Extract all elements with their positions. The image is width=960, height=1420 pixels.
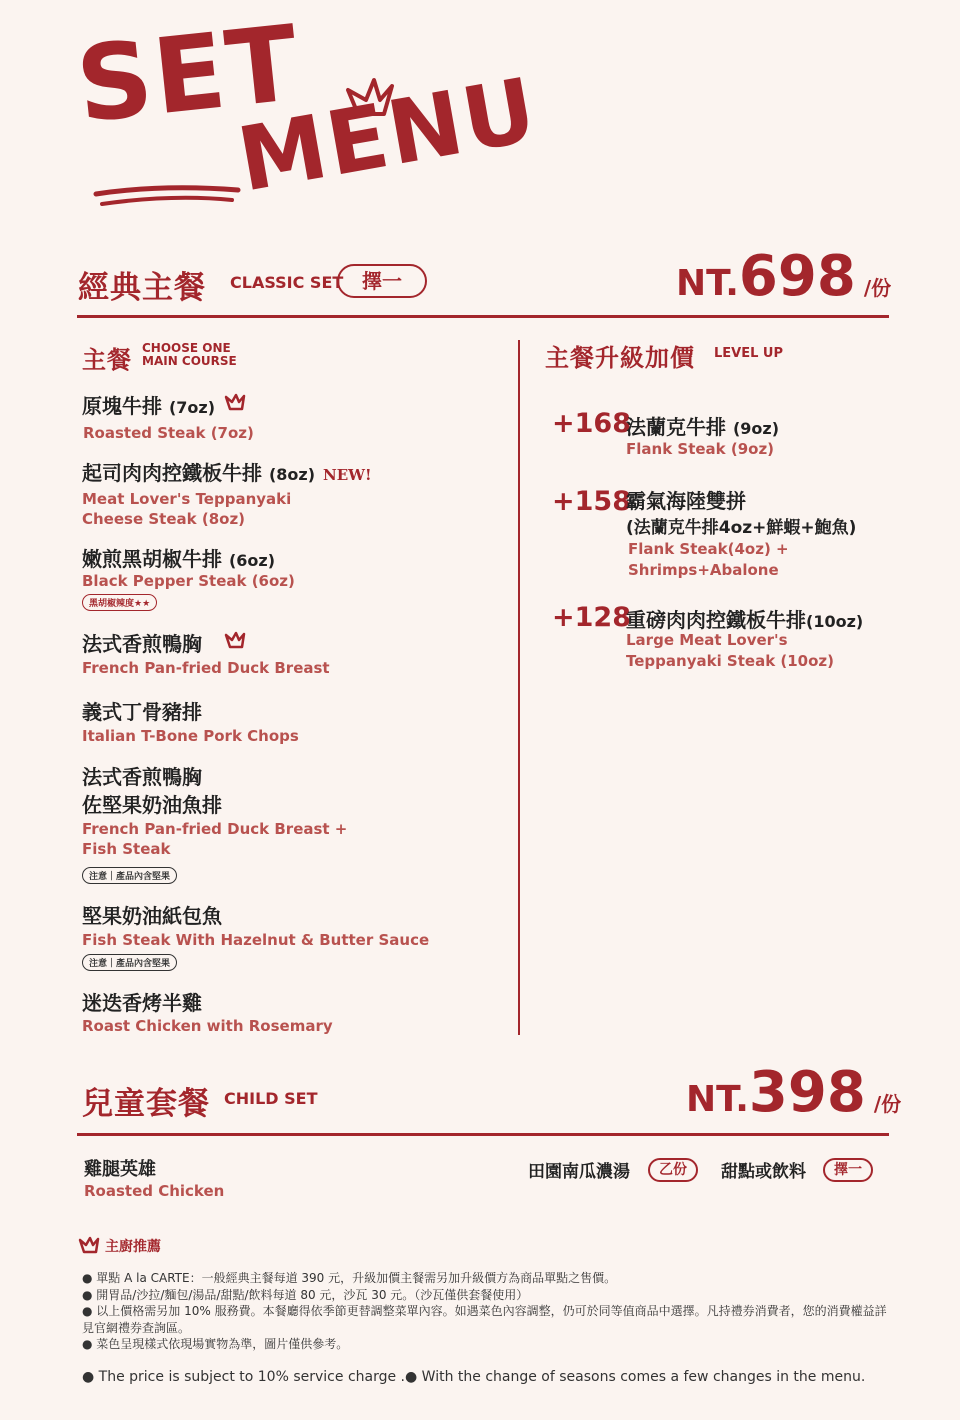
classic-price [676,244,891,309]
main-item-2-zh [82,543,275,572]
child-dessert-tag: 擇一 [823,1158,873,1182]
levelup-2-oz: (10oz) [806,612,864,631]
main-item-5-en-line1: French Pan-fried Duck Breast + [82,820,348,838]
levelup-2-zh [626,604,863,633]
main-item-1-name: 起司肉肉控鐵板牛排 [82,461,262,485]
child-soup: 田園南瓜濃湯 [528,1162,630,1182]
levelup-title-zh: 主餐升級加價 [545,344,695,372]
chef-recommend-label: 主廚推薦 [105,1239,161,1255]
levelup-1-name: 霸氣海陸雙拼 [626,489,746,513]
child-price [686,1060,901,1125]
levelup-0-zh [626,411,779,440]
child-price-prefix: NT. [686,1079,749,1120]
main-item-2-oz: (6oz) [228,551,276,570]
levelup-2-en [626,630,834,672]
levelup-0-price: +168 [552,408,631,439]
crown-icon [224,631,246,649]
child-item-zh: 雞腿英雄 [84,1159,156,1180]
note-0: ● 單點 A la CARTE：一般經典主餐每道 390 元，升級加價主餐需另加升級價方為商品單點之售價。 [82,1271,617,1285]
classic-price-prefix: NT. [676,263,739,304]
levelup-1-en-line2: Shrimps+Abalone [628,561,779,579]
main-item-0-oz: (7oz) [168,398,216,417]
levelup-2-en-line1: Large Meat Lover's [626,631,788,649]
main-item-6-zh: 堅果奶油紙包魚 [82,904,222,928]
main-item-6-en: Fish Steak With Hazelnut & Butter Sauce [82,931,430,949]
main-item-1-oz: (8oz) [268,465,316,484]
levelup-1-detail: (法蘭克牛排4oz+鮮蝦+鮑魚) [626,518,857,538]
levelup-2-price: +128 [552,602,631,633]
main-item-4-zh: 義式丁骨豬排 [82,700,202,724]
main-title-en-2: MAIN COURSE [142,354,237,368]
crown-icon [224,393,246,411]
footnote-english: ● The price is subject to 10% service charge .● With the change of seasons comes a few changes in the menu. [82,1369,866,1385]
levelup-2-en-line2: Teppanyaki Steak (10oz) [626,652,835,670]
main-item-0-en-name: Roasted Steak [83,424,206,442]
nut-warning-tag: 注意｜產品內含堅果 [82,867,177,884]
main-item-5-en-line2: Fish Steak [82,840,171,858]
main-item-3-zh: 法式香煎鴨胸 [82,632,202,656]
new-badge: NEW! [323,466,372,484]
classic-price-value: 698 [738,244,856,309]
main-item-1-en-line2 [82,509,291,529]
main-item-1-zh [82,457,372,486]
levelup-1-en-line1: Flank Steak(4oz) + [628,540,789,558]
main-item-5-zh-line1: 法式香煎鴨胸 [82,765,202,789]
main-item-7-en: Roast Chicken with Rosemary [82,1017,333,1035]
classic-title-zh: 經典主餐 [78,270,206,306]
note-3: ● 菜色呈現樣式依現場實物為準，圖片僅供參考。 [82,1337,349,1351]
main-title-en-1: CHOOSE ONE [142,341,231,355]
levelup-2-name: 重磅肉肉控鐵板牛排 [626,608,806,632]
levelup-0-oz: (9oz) [732,419,780,438]
levelup-1-en [628,539,789,581]
logo-brush-stroke [92,180,242,214]
child-item-en: Roasted Chicken [84,1182,225,1200]
logo-set: SET [71,1,306,147]
crown-icon [78,1236,100,1254]
nut-warning-tag: 注意｜產品內含堅果 [82,954,177,971]
levelup-1-zh [626,488,856,542]
child-soup-tag: 乙份 [648,1158,698,1182]
main-item-5-zh-line2: 佐堅果奶油魚排 [82,793,222,817]
classic-pick-badge: 擇一 [337,264,427,298]
notes-block [82,1270,898,1353]
child-price-value: 398 [748,1060,866,1125]
main-title-zh: 主餐 [82,346,132,374]
child-title-zh: 兒童套餐 [82,1086,210,1122]
main-item-7-zh: 迷迭香烤半雞 [82,991,202,1015]
levelup-0-en: Flank Steak (9oz) [626,440,775,458]
main-item-0-zh [82,390,215,419]
main-item-2-name: 嫩煎黑胡椒牛排 [82,547,222,571]
main-item-3-en: French Pan-fried Duck Breast [82,659,330,677]
main-item-5-en [82,819,347,859]
main-item-0-en [83,423,254,443]
main-item-1-en-oz: (8oz) [201,510,246,528]
spice-level-tag: 黑胡椒辣度★★ [82,594,157,611]
note-2: ● 以上價格需另加 10% 服務費。本餐廳得依季節更替調整菜單內容。如遇菜色內容調整，仍可於同等值商品中選擇。凡持禮券消費者，您的消費權益詳見官網禮券查詢區。 [82,1304,887,1335]
main-item-2-en [82,571,295,591]
main-item-0-name: 原塊牛排 [82,394,162,418]
main-item-0-en-oz: (7oz) [210,424,254,442]
levelup-0-name: 法蘭克牛排 [626,415,726,439]
child-price-per: /份 [873,1092,902,1116]
classic-title-en: CLASSIC SET [230,273,344,292]
main-item-1-en-line2-name: Cheese Steak [82,510,197,528]
column-divider [518,340,520,1035]
main-item-1-en-line1: Meat Lover's Teppanyaki [82,490,292,508]
note-1: ● 開胃品/沙拉/麵包/湯品/甜點/飲料每道 80 元，沙瓦 30 元。（沙瓦僅供套餐使用） [82,1287,529,1302]
main-item-1-en [82,489,291,529]
classic-rule [77,315,889,318]
main-item-2-en-oz: (6oz) [251,572,295,590]
main-title-en [142,342,237,368]
main-item-4-en: Italian T-Bone Pork Chops [82,727,299,745]
child-title-en: CHILD SET [224,1089,318,1108]
classic-price-per: /份 [863,276,892,300]
main-item-5-zh [82,763,222,819]
child-rule [77,1133,889,1136]
logo-menu: MENU [230,57,545,212]
child-dessert: 甜點或飲料 [721,1162,806,1182]
levelup-1-price: +158 [552,486,631,517]
levelup-title-en: LEVEL UP [714,346,783,361]
main-item-2-en-name: Black Pepper Steak [82,572,247,590]
